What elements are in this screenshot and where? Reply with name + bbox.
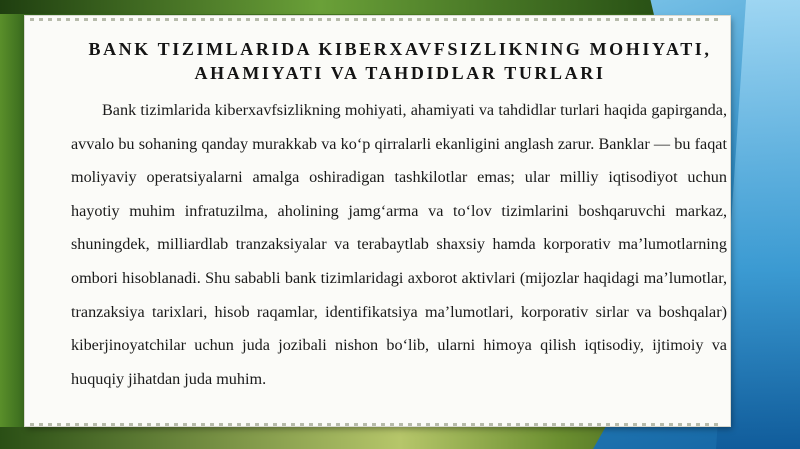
panel-bottom-border bbox=[30, 423, 720, 426]
body-paragraph: Bank tizimlarida kiberxavfsizlikning mohiyati, ahamiyati va tahdidlar turlari haqida gapirganda, avvalo bu sohaning qanday murakkab va ko‘p qirralarli ekanligini anglash zarur. Banklar — bu faqat moliyaviy operatsiyalarni amalga oshiradigan tashkilotlar emas; ular milliy iqtisodiyot uchun hayotiy muhim infratuzilma, aholining jamg‘arma va to‘lov tizimlarini boshqaruvchi markaz, shuningdek, milliardlab tranzaksiyalar va terabaytlab shaxsiy hamda korporativ ma’lumotlarning ombori hisoblanadi. Shu sababli bank tizimlaridagi axborot aktivlari (mijozlar haqidagi ma’lumotlar, tranzaksiya tarixlari, hisob raqamlar, identifikatsiya ma’lumotlari, korporativ sirlar va boshqalar) kiberjinoyatchilar uchun juda jozibali nishon bo‘lib, ularni himoya qilish iqtisodiy, ijtimoiy va huquqiy jihatdan juda muhim. bbox=[71, 101, 727, 388]
slide-title bbox=[40, 37, 760, 85]
panel-top-border bbox=[30, 18, 720, 21]
slide-title-line-1: BANK TIZIMLARIDA KIBERXAVFSIZLIKNING MOHIYATI, bbox=[88, 39, 712, 59]
slide-title-line-2: AHAMIYATI VA TAHDIDLAR TURLARI bbox=[194, 63, 606, 83]
